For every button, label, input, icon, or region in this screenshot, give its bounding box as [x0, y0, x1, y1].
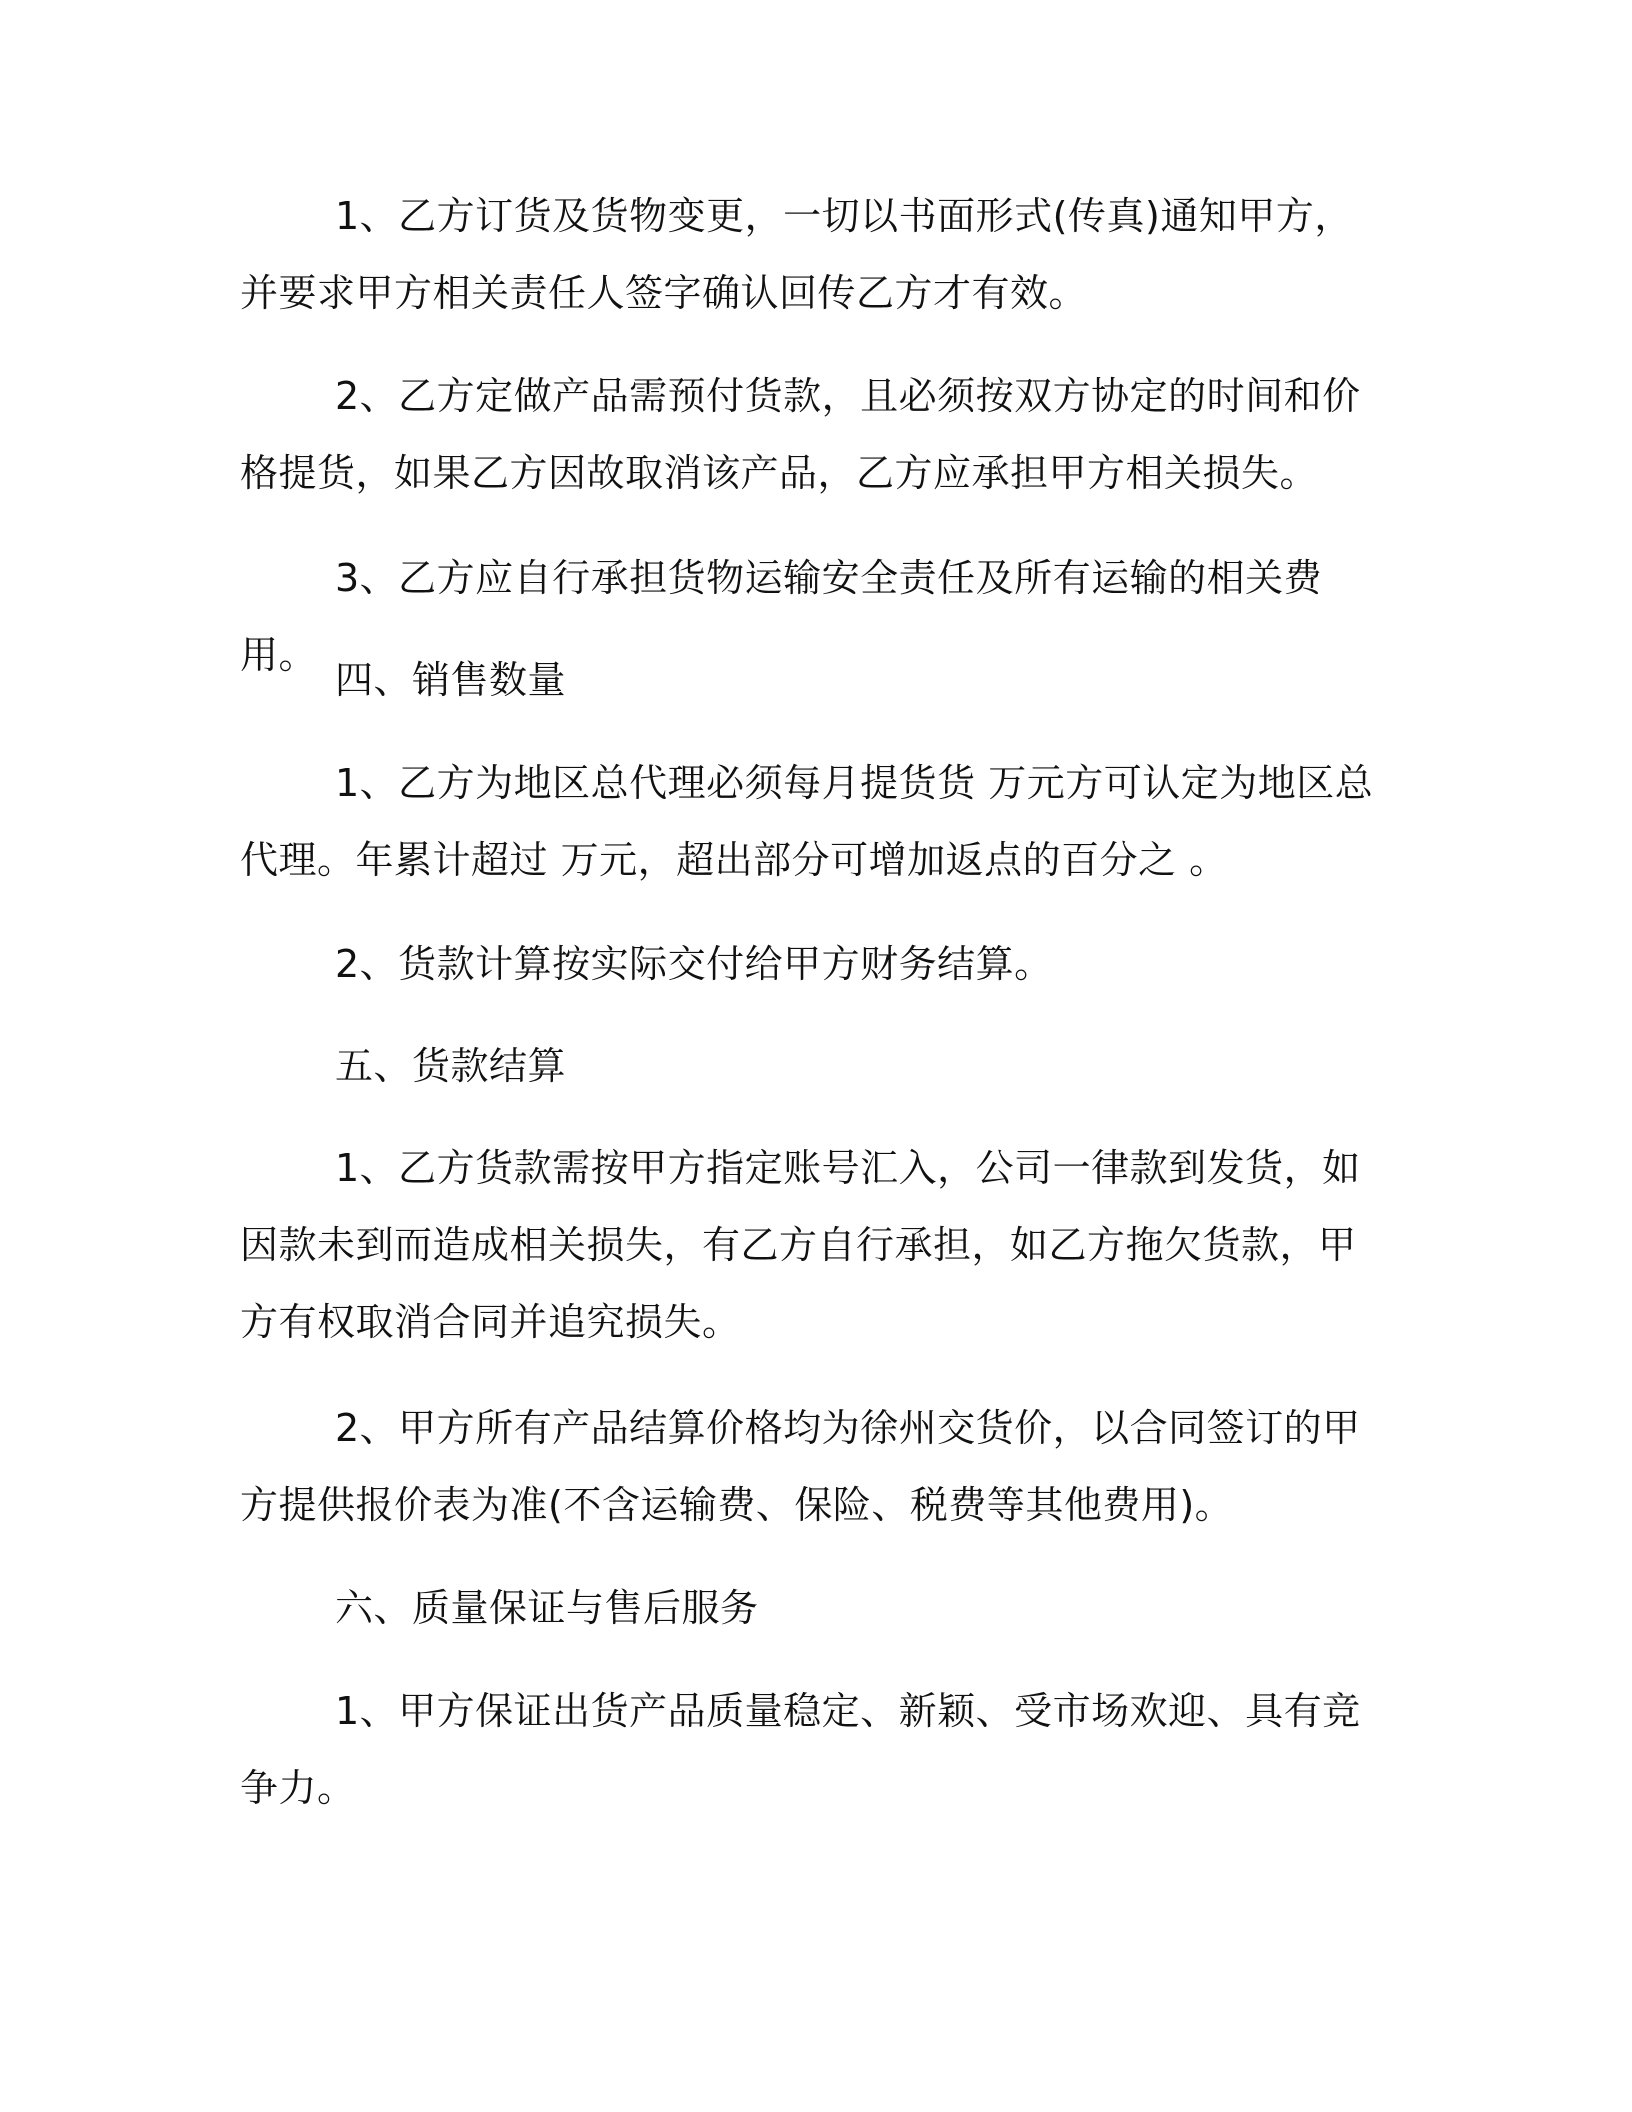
paragraph-payment-calculation: 2、货款计算按实际交付给甲方财务结算。	[335, 942, 1053, 986]
paragraph-settlement-price: 2、甲方所有产品结算价格均为徐州交货价，以合同签订的甲方提供报价表为准(不含运输费、保险、税费等其他费用)。	[240, 1406, 1361, 1527]
section-heading-sales-quantity: 四、销售数量	[335, 658, 567, 702]
section-heading-quality-service: 六、质量保证与售后服务	[335, 1586, 759, 1630]
section-heading-payment-settlement: 五、货款结算	[335, 1044, 567, 1088]
paragraph-regional-agent: 1、乙方为地区总代理必须每月提货货 万元方可认定为地区总代理。年累计超过 万元，超出部分可增加返点的百分之 。	[240, 761, 1374, 882]
paragraph-order-change: 1、乙方订货及货物变更，一切以书面形式(传真)通知甲方，并要求甲方相关责任人签字确认回传乙方才有效。	[240, 194, 1353, 315]
paragraph-custom-product: 2、乙方定做产品需预付货款，且必须按双方协定的时间和价格提货，如果乙方因故取消该产品，乙方应承担甲方相关损失。	[240, 374, 1361, 495]
paragraph-transport-responsibility: 3、乙方应自行承担货物运输安全责任及所有运输的相关费用。	[240, 556, 1323, 677]
paragraph-payment-account: 1、乙方货款需按甲方指定账号汇入，公司一律款到发货，如因款未到而造成相关损失，有乙方自行承担，如乙方拖欠货款，甲方有权取消合同并追究损失。	[240, 1146, 1361, 1344]
paragraph-quality-guarantee: 1、甲方保证出货产品质量稳定、新颖、受市场欢迎、具有竞争力。	[240, 1689, 1361, 1810]
